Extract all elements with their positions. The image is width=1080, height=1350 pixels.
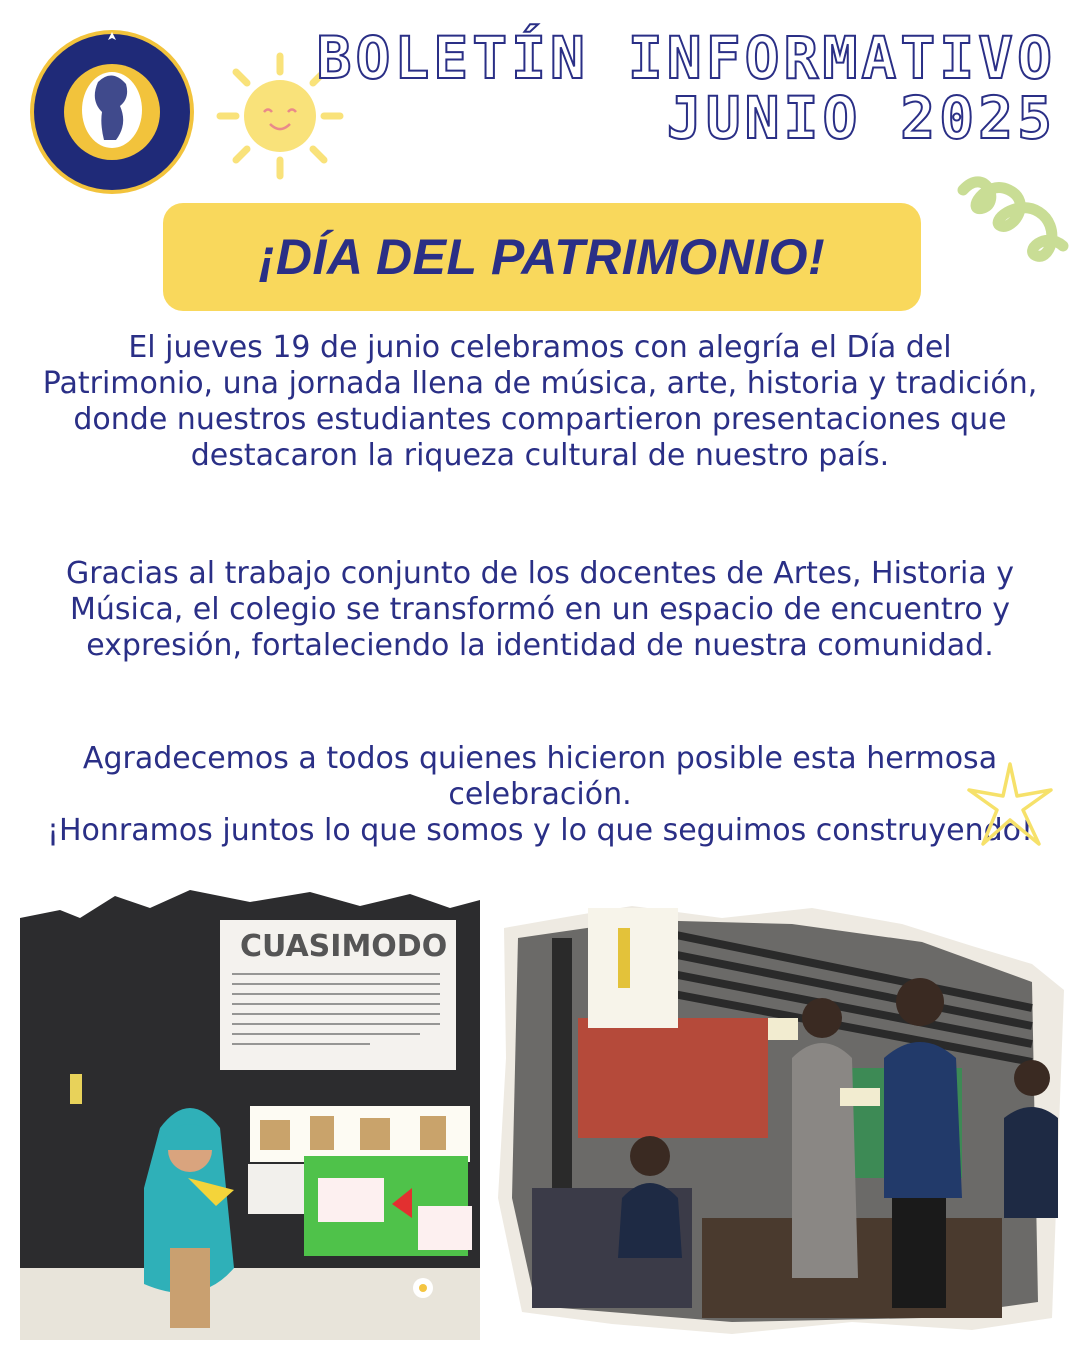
paragraph-closing [40,741,1040,849]
squiggle-decoration [955,168,1070,283]
paragraph-intro: El jueves 19 de junio celebramos con alegría el Día del Patrimonio, una jornada llena de música, arte, historia y tradición, donde nuestros estudiantes compartieron presentaciones que destacaron la riqueza cultural de nuestro país. [42,330,1038,473]
closing-line-1: Agradecemos a todos quienes hicieron posible esta hermosa celebración. [82,741,998,812]
newsletter-title [316,24,1056,152]
title-line-1: BOLETÍN INFORMATIVO [316,24,1056,92]
logo-text: Colegio San Lucas [28,16,159,32]
headline-banner [163,203,921,311]
title-line-2: JUNIO 2025 [666,84,1056,152]
school-logo [28,16,196,196]
poster-title: CUASIMODO [240,929,448,964]
closing-line-2: ¡Honramos juntos lo que somos y lo que seguimos construyendo! [46,813,1034,848]
photo-student-presentation [20,888,480,1340]
paragraph-thanks-teachers: Gracias al trabajo conjunto de los docentes de Artes, Historia y Música, el colegio se transformó en un espacio de encuentro y expresión, fortaleciendo la identidad de nuestra comunidad. [65,556,1015,663]
photo-students-reading [492,898,1064,1338]
sparkle-star-icon [965,760,1055,850]
headline-text: ¡DÍA DEL PATRIMONIO! [258,229,826,285]
